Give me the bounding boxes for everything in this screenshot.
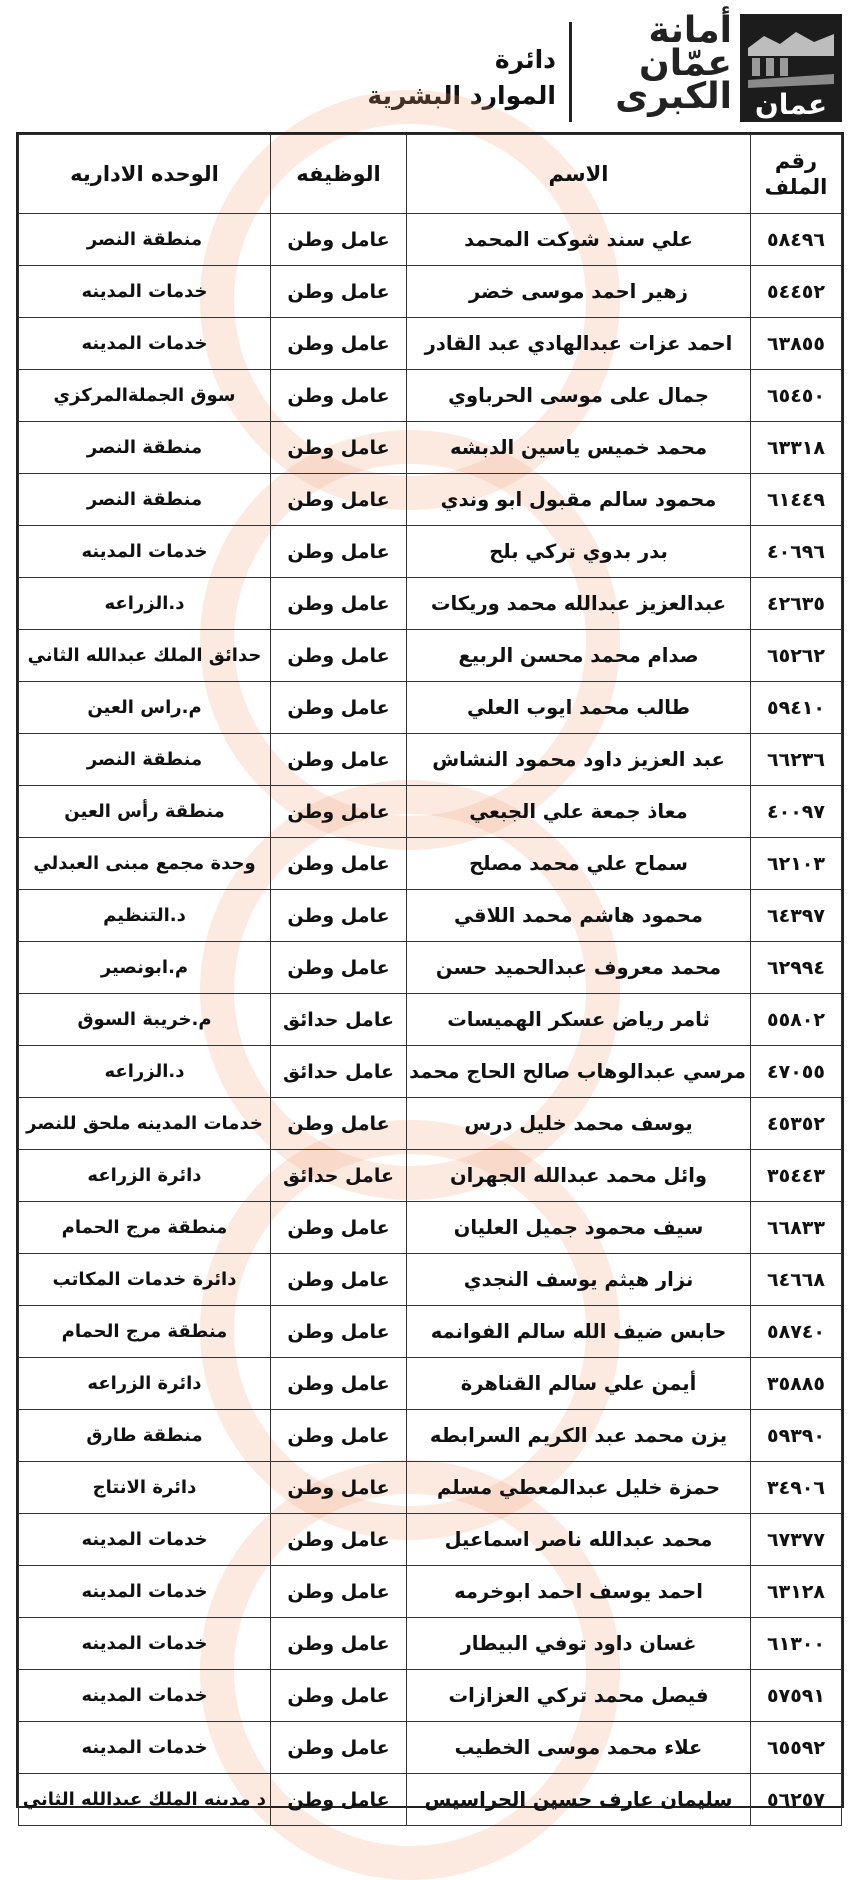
job-cell: عامل وطن (271, 578, 407, 630)
unit-cell: د.التنظيم (19, 890, 271, 942)
table-row (19, 370, 842, 422)
amanah-title (562, 10, 732, 117)
file-number-cell: ٦٥٥٩٢ (751, 1722, 842, 1774)
table-row (19, 1046, 842, 1098)
job-cell: عامل وطن (271, 214, 407, 266)
job-cell: عامل وطن (271, 1618, 407, 1670)
job-cell: عامل وطن (271, 890, 407, 942)
name-cell: سماح علي محمد مصلح (407, 838, 751, 890)
name-cell: يوسف محمد خليل درس (407, 1098, 751, 1150)
header-name: الاسم (407, 135, 751, 214)
unit-cell: منطقة مرج الحمام (19, 1202, 271, 1254)
svg-text:عمان: عمان (754, 88, 828, 121)
job-cell: عامل وطن (271, 266, 407, 318)
name-cell: محمد معروف عبدالحميد حسن (407, 942, 751, 994)
job-cell: عامل وطن (271, 318, 407, 370)
file-number-cell: ٦٤٦٦٨ (751, 1254, 842, 1306)
file-number-cell: ٦٣١٢٨ (751, 1566, 842, 1618)
table-header-row (19, 135, 842, 214)
file-number-cell: ٦١٤٤٩ (751, 474, 842, 526)
unit-cell: منطقة طارق (19, 1410, 271, 1462)
table-row (19, 838, 842, 890)
table-row (19, 266, 842, 318)
file-number-cell: ٦٦٨٣٣ (751, 1202, 842, 1254)
employees-table (18, 134, 842, 1826)
unit-cell: منطقة النصر (19, 422, 271, 474)
file-number-cell: ٥٨٧٤٠ (751, 1306, 842, 1358)
amanah-line-2: عمّان (639, 43, 732, 84)
file-number-cell: ٥٩٤١٠ (751, 682, 842, 734)
table-row (19, 1618, 842, 1670)
name-cell: محمد خميس ياسين الدبشه (407, 422, 751, 474)
file-number-cell: ٦١٣٠٠ (751, 1618, 842, 1670)
job-cell: عامل وطن (271, 682, 407, 734)
table-row (19, 630, 842, 682)
name-cell: زهير احمد موسى خضر (407, 266, 751, 318)
table-row (19, 1358, 842, 1410)
job-cell: عامل وطن (271, 1410, 407, 1462)
name-cell: سليمان عارف حسين الحراسيس (407, 1774, 751, 1826)
file-number-cell: ٥٧٥٩١ (751, 1670, 842, 1722)
header-unit: الوحده الاداريه (19, 135, 271, 214)
table-row (19, 1202, 842, 1254)
file-number-cell: ٤٥٣٥٢ (751, 1098, 842, 1150)
file-number-cell: ٤٧٠٥٥ (751, 1046, 842, 1098)
table-row (19, 890, 842, 942)
amman-municipality-logo (740, 14, 842, 122)
table-row (19, 318, 842, 370)
name-cell: نزار هيثم يوسف النجدي (407, 1254, 751, 1306)
name-cell: حمزة خليل عبدالمعطي مسلم (407, 1462, 751, 1514)
table-row (19, 994, 842, 1046)
file-number-cell: ٦٣٨٥٥ (751, 318, 842, 370)
file-number-cell: ٦٥٢٦٢ (751, 630, 842, 682)
department-title (336, 42, 556, 114)
unit-cell: د.الزراعه (19, 578, 271, 630)
table-row (19, 1306, 842, 1358)
file-number-cell: ٣٥٨٨٥ (751, 1358, 842, 1410)
name-cell: جمال على موسى الحرباوي (407, 370, 751, 422)
unit-cell: خدمات المدينه (19, 318, 271, 370)
name-cell: محمد عبدالله ناصر اسماعيل (407, 1514, 751, 1566)
job-cell: عامل وطن (271, 1514, 407, 1566)
file-number-cell: ٤٠٦٩٦ (751, 526, 842, 578)
unit-cell: د.الزراعه (19, 1046, 271, 1098)
job-cell: عامل وطن (271, 1722, 407, 1774)
unit-cell: خدمات المدينه ملحق للنصر (19, 1098, 271, 1150)
header-divider (569, 22, 572, 122)
table-row (19, 734, 842, 786)
table-row (19, 1670, 842, 1722)
table-row (19, 1514, 842, 1566)
document-header (0, 0, 854, 132)
table-row (19, 1566, 842, 1618)
file-number-cell: ٥٦٢٥٧ (751, 1774, 842, 1826)
unit-cell: منطقة النصر (19, 474, 271, 526)
unit-cell: منطقة النصر (19, 734, 271, 786)
job-cell: عامل وطن (271, 786, 407, 838)
unit-cell: دائرة الزراعه (19, 1150, 271, 1202)
job-cell: عامل وطن (271, 734, 407, 786)
unit-cell: خدمات المدينه (19, 1670, 271, 1722)
unit-cell: منطقة رأس العين (19, 786, 271, 838)
job-cell: عامل حدائق (271, 994, 407, 1046)
name-cell: عبدالعزيز عبدالله محمد وريكات (407, 578, 751, 630)
job-cell: عامل وطن (271, 422, 407, 474)
name-cell: سيف محمود جميل العليان (407, 1202, 751, 1254)
job-cell: عامل حدائق (271, 1046, 407, 1098)
name-cell: عبد العزيز داود محمود النشاش (407, 734, 751, 786)
file-number-cell: ٦٣٣١٨ (751, 422, 842, 474)
job-cell: عامل وطن (271, 526, 407, 578)
unit-cell: خدمات المدينه (19, 1514, 271, 1566)
table-body (19, 214, 842, 1826)
unit-cell: م.خريبة السوق (19, 994, 271, 1046)
table-row (19, 942, 842, 994)
name-cell: احمد يوسف احمد ابوخرمه (407, 1566, 751, 1618)
header-job: الوظيفه (271, 135, 407, 214)
job-cell: عامل وطن (271, 838, 407, 890)
table-row (19, 474, 842, 526)
table-row (19, 1254, 842, 1306)
citadel-emblem-icon (740, 14, 842, 122)
file-number-cell: ٦٢١٠٣ (751, 838, 842, 890)
dept-line-2: الموارد البشرية (367, 81, 556, 110)
name-cell: صدام محمد محسن الربيع (407, 630, 751, 682)
unit-cell: د مدينه الملك عبدالله الثاني (19, 1774, 271, 1826)
job-cell: عامل وطن (271, 1566, 407, 1618)
file-number-cell: ٦٧٣٧٧ (751, 1514, 842, 1566)
table-row (19, 1722, 842, 1774)
unit-cell: م.ابونصير (19, 942, 271, 994)
job-cell: عامل وطن (271, 1098, 407, 1150)
name-cell: يزن محمد عبد الكريم السرابطه (407, 1410, 751, 1462)
name-cell: احمد عزات عبدالهادي عبد القادر (407, 318, 751, 370)
file-number-cell: ٦٢٩٩٤ (751, 942, 842, 994)
unit-cell: دائرة خدمات المكاتب (19, 1254, 271, 1306)
file-number-cell: ٤٠٠٩٧ (751, 786, 842, 838)
table-row (19, 1098, 842, 1150)
unit-cell: سوق الجملةالمركزي (19, 370, 271, 422)
table-row (19, 1150, 842, 1202)
unit-cell: دائرة الانتاج (19, 1462, 271, 1514)
unit-cell: خدمات المدينه (19, 1722, 271, 1774)
job-cell: عامل وطن (271, 1462, 407, 1514)
job-cell: عامل وطن (271, 1774, 407, 1826)
name-cell: علاء محمد موسى الخطيب (407, 1722, 751, 1774)
name-cell: بدر بدوي تركي بلح (407, 526, 751, 578)
name-cell: وائل محمد عبدالله الجهران (407, 1150, 751, 1202)
file-number-cell: ٦٦٢٣٦ (751, 734, 842, 786)
unit-cell: دائرة الزراعه (19, 1358, 271, 1410)
table-row (19, 1410, 842, 1462)
job-cell: عامل وطن (271, 1202, 407, 1254)
job-cell: عامل وطن (271, 630, 407, 682)
unit-cell: خدمات المدينه (19, 526, 271, 578)
job-cell: عامل وطن (271, 474, 407, 526)
unit-cell: وحدة مجمع مبنى العبدلي (19, 838, 271, 890)
table-row (19, 786, 842, 838)
name-cell: أيمن علي سالم القناهرة (407, 1358, 751, 1410)
table-row (19, 1774, 842, 1826)
file-number-cell: ٤٢٦٣٥ (751, 578, 842, 630)
table-row (19, 1462, 842, 1514)
name-cell: علي سند شوكت المحمد (407, 214, 751, 266)
employees-table-frame (16, 132, 844, 1811)
unit-cell: حدائق الملك عبدالله الثاني (19, 630, 271, 682)
table-row (19, 578, 842, 630)
job-cell: عامل وطن (271, 1670, 407, 1722)
header-file-number: رقم الملف (751, 135, 842, 214)
name-cell: غسان داود توفي البيطار (407, 1618, 751, 1670)
job-cell: عامل وطن (271, 1358, 407, 1410)
unit-cell: خدمات المدينه (19, 266, 271, 318)
name-cell: طالب محمد ايوب العلي (407, 682, 751, 734)
file-number-cell: ٥٨٤٩٦ (751, 214, 842, 266)
name-cell: مرسي عبدالوهاب صالح الحاج محمد (407, 1046, 751, 1098)
dept-line-1: دائرة (494, 45, 556, 74)
name-cell: فيصل محمد تركي العزازات (407, 1670, 751, 1722)
job-cell: عامل وطن (271, 370, 407, 422)
amanah-line-1: أمانة (648, 10, 732, 51)
amanah-line-3: الكبرى (615, 76, 732, 117)
table-row (19, 682, 842, 734)
name-cell: ثامر رياض عسكر الهميسات (407, 994, 751, 1046)
unit-cell: خدمات المدينه (19, 1618, 271, 1670)
name-cell: محمود هاشم محمد اللاقي (407, 890, 751, 942)
name-cell: معاذ جمعة علي الجبعي (407, 786, 751, 838)
file-number-cell: ٦٥٤٥٠ (751, 370, 842, 422)
job-cell: عامل وطن (271, 1306, 407, 1358)
unit-cell: منطقة مرج الحمام (19, 1306, 271, 1358)
job-cell: عامل حدائق (271, 1150, 407, 1202)
file-number-cell: ٥٩٣٩٠ (751, 1410, 842, 1462)
unit-cell: م.راس العين (19, 682, 271, 734)
table-row (19, 526, 842, 578)
job-cell: عامل وطن (271, 1254, 407, 1306)
unit-cell: منطقة النصر (19, 214, 271, 266)
file-number-cell: ٣٥٤٤٣ (751, 1150, 842, 1202)
file-number-cell: ٦٤٣٩٧ (751, 890, 842, 942)
name-cell: حابس ضيف الله سالم الفوانمه (407, 1306, 751, 1358)
file-number-cell: ٣٤٩٠٦ (751, 1462, 842, 1514)
table-row (19, 422, 842, 474)
file-number-cell: ٥٥٨٠٢ (751, 994, 842, 1046)
file-number-cell: ٥٤٤٥٢ (751, 266, 842, 318)
unit-cell: خدمات المدينه (19, 1566, 271, 1618)
table-row (19, 214, 842, 266)
name-cell: محمود سالم مقبول ابو وندي (407, 474, 751, 526)
job-cell: عامل وطن (271, 942, 407, 994)
